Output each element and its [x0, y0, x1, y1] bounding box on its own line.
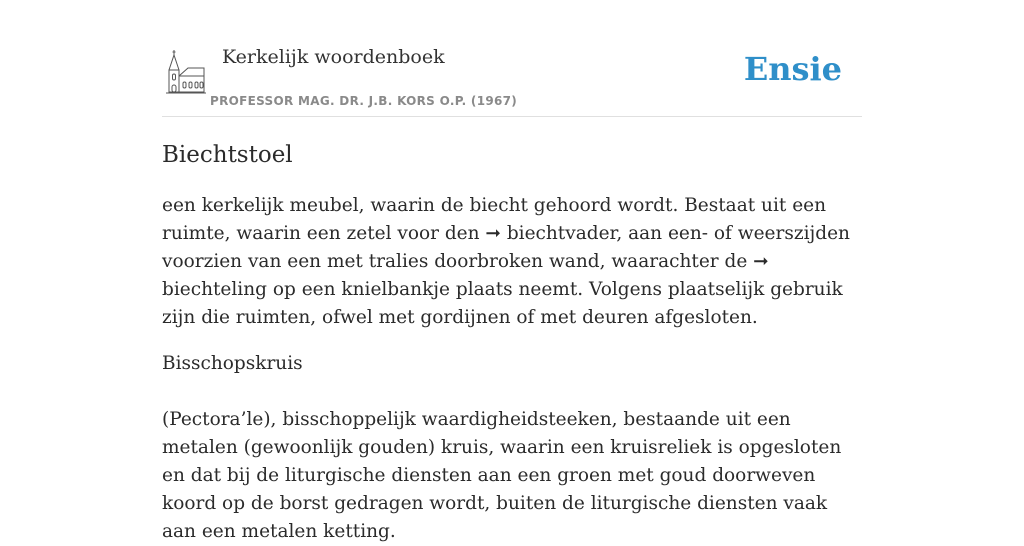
related-entry-paragraph: (Pectora’le), bisschoppelijk waardigheidsteeken, bestaande uit een metalen (gewoonlijk gouden) kruis, waarin een kruisreliek is opgesloten en dat bij de liturgische diensten aan een groen met goud doorweven koord op de borst gedragen wordt, buiten de liturgische diensten vaak aan een metalen ketting. — [162, 409, 842, 542]
paragraph-text: , aan een- of weerszijden voorzien van een met tralies doorbroken wand, waarachter de — [162, 223, 850, 272]
entry-content — [162, 136, 862, 546]
brand-logo[interactable]: Ensie — [743, 50, 842, 88]
book-title[interactable]: Kerkelijk woordenboek — [222, 46, 445, 68]
site-header — [162, 0, 862, 117]
related-entry-title[interactable]: Bisschopskruis — [162, 353, 303, 374]
entry-title: Biechtstoel — [162, 142, 293, 168]
arrow-right-icon: ➞ — [485, 223, 501, 244]
link-text: biechteling — [162, 279, 267, 300]
link-text: biechtvader — [506, 223, 617, 244]
book-author[interactable]: PROFESSOR MAG. DR. J.B. KORS O.P. (1967) — [210, 94, 518, 108]
entry-paragraph — [162, 192, 862, 332]
paragraph-text: een kerkelijk meubel, waarin de biecht gehoord wordt. Bestaat uit een ruimte, waarin een zetel voor den — [162, 195, 827, 244]
church-icon — [166, 50, 206, 94]
cross-reference-link-biechtvader[interactable] — [485, 223, 616, 244]
paragraph-text: op een knielbankje plaats neemt. Volgens plaatselijk gebruik zijn die ruimten, ofwel met gordijnen of met deuren afgesloten. — [162, 279, 843, 328]
arrow-right-icon: ➞ — [753, 251, 769, 272]
